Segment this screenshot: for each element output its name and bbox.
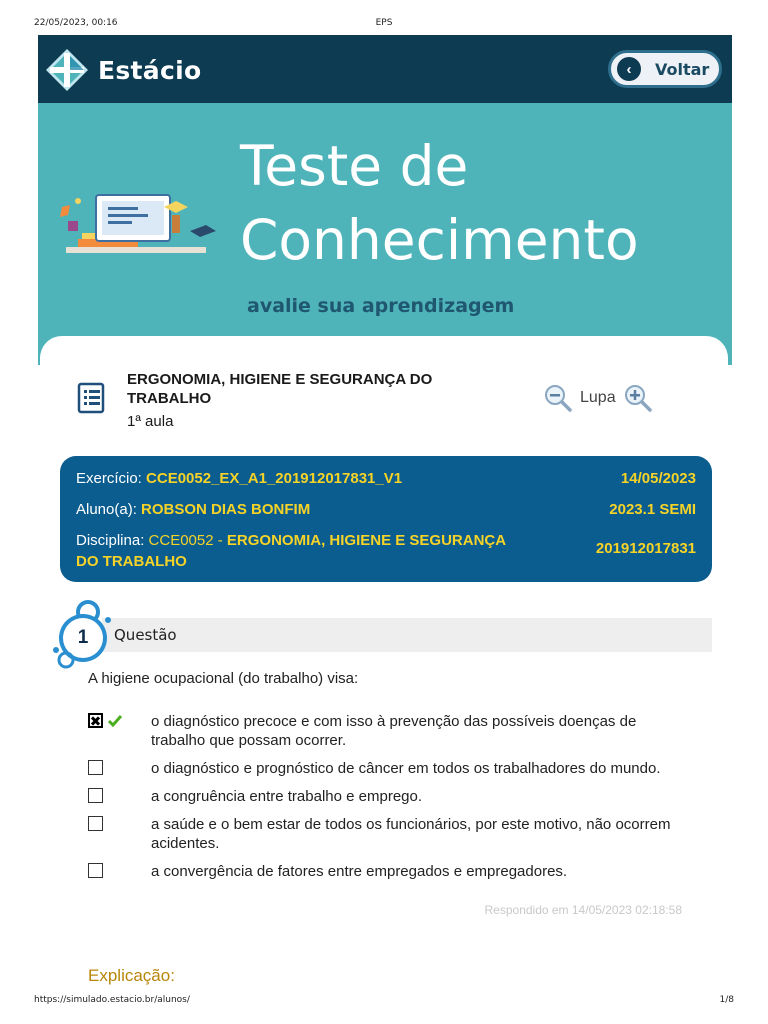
- explanation-label: Explicação:: [88, 966, 175, 985]
- exercise-row: [76, 470, 402, 487]
- answer-checkbox[interactable]: [88, 816, 103, 831]
- answer-option-text: a convergência de fatores entre empregados e empregadores.: [151, 863, 568, 880]
- answer-option-text: o diagnóstico e prognóstico de câncer em todos os trabalhadores do mundo.: [151, 760, 661, 777]
- zoom-label: Lupa: [580, 389, 616, 406]
- back-button[interactable]: [608, 50, 722, 88]
- hero-title: [240, 129, 639, 277]
- estacio-logo-icon: [44, 47, 90, 93]
- question-number: 1: [77, 627, 89, 648]
- hero-subtitle: avalie sua aprendizagem: [247, 295, 515, 317]
- question-header: [52, 598, 712, 658]
- document-list-icon: [77, 382, 107, 414]
- correct-check-icon: [108, 715, 122, 727]
- hero-banner: [38, 103, 732, 365]
- answer-option[interactable]: [88, 712, 688, 750]
- hero-title-line2: Conhecimento: [240, 208, 639, 272]
- answer-options: [88, 712, 688, 890]
- question-bar: [102, 618, 712, 652]
- hero-title-line1: Teste de: [240, 134, 469, 198]
- discipline-label: Disciplina:: [76, 532, 145, 549]
- question-text: A higiene ocupacional (do trabalho) visa:: [88, 670, 359, 687]
- zoom-in-icon[interactable]: [624, 384, 652, 412]
- print-title: EPS: [375, 18, 393, 28]
- student-row: [76, 501, 310, 518]
- answer-option[interactable]: [88, 815, 688, 853]
- student-label: Aluno(a):: [76, 501, 137, 518]
- exercise-date: 14/05/2023: [620, 470, 696, 487]
- answered-timestamp: Respondido em 14/05/2023 02:18:58: [484, 903, 682, 917]
- answer-checkbox[interactable]: [88, 788, 103, 803]
- enrollment-value: 201912017831: [595, 540, 696, 557]
- zoom-out-icon[interactable]: [544, 384, 572, 412]
- answer-option[interactable]: [88, 787, 688, 806]
- print-datetime: 22/05/2023, 00:16: [34, 18, 118, 28]
- logo-text: Estácio: [98, 55, 202, 85]
- exercise-value: CCE0052_EX_A1_201912017831_V1: [146, 470, 403, 487]
- answer-checkbox[interactable]: [88, 863, 103, 878]
- term-value: 2023.1 SEMI: [609, 501, 696, 518]
- discipline-name-line1: ERGONOMIA, HIGIENE E SEGURANÇA: [226, 532, 507, 549]
- question-label: Questão: [114, 626, 177, 644]
- answer-option-text: a congruência entre trabalho e emprego.: [151, 788, 423, 805]
- content-card: [40, 336, 728, 1016]
- exercise-label: Exercício:: [76, 470, 142, 487]
- answer-checkbox[interactable]: [88, 713, 103, 728]
- subject-title: ERGONOMIA, HIGIENE E SEGURANÇA DO TRABALHO: [127, 371, 433, 407]
- discipline-name-line2: DO TRABALHO: [76, 553, 187, 570]
- zoom-controls: [544, 384, 652, 412]
- student-value: ROBSON DIAS BONFIM: [141, 501, 311, 518]
- chevron-left-icon: ‹: [617, 57, 641, 81]
- print-url: https://simulado.estacio.br/alunos/: [34, 995, 190, 1005]
- discipline-row: [76, 530, 566, 572]
- answer-option-text: o diagnóstico precoce e com isso à prevenção das possíveis doenças de trabalho que possam ocorrer.: [151, 713, 637, 749]
- top-bar: [38, 35, 732, 103]
- discipline-code: CCE0052 -: [148, 532, 223, 549]
- answer-option[interactable]: [88, 862, 688, 881]
- exercise-info-box: [60, 456, 712, 582]
- back-button-label: Voltar: [655, 59, 710, 79]
- study-illustration-icon: [56, 187, 216, 267]
- lesson-label: 1ª aula: [127, 413, 174, 430]
- estacio-logo[interactable]: [44, 49, 201, 91]
- answer-option-text: a saúde e o bem estar de todos os funcionários, por este motivo, não ocorrem acidentes.: [151, 816, 671, 852]
- answer-option[interactable]: [88, 759, 688, 778]
- answer-checkbox[interactable]: [88, 760, 103, 775]
- print-page-number: 1/8: [719, 995, 734, 1005]
